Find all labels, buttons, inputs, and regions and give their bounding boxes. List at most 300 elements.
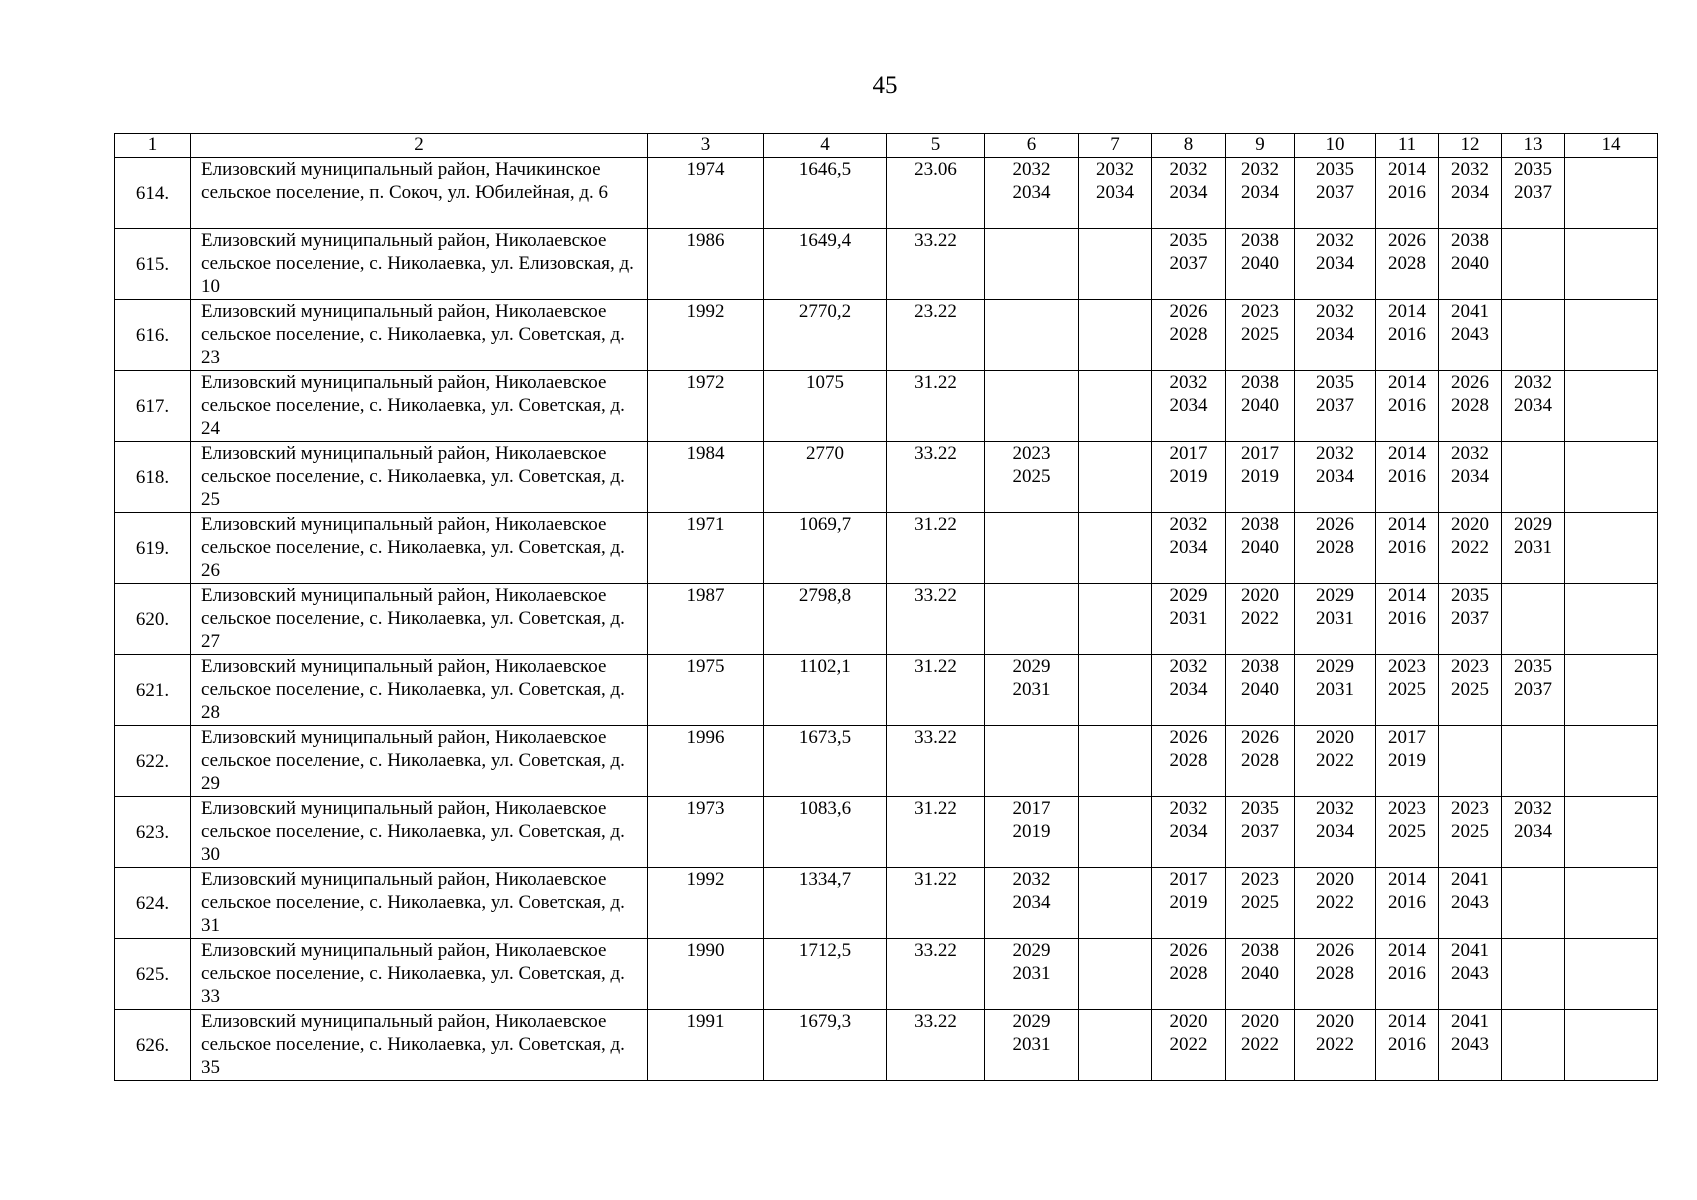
period-cell-8 <box>1152 300 1226 371</box>
period-year: 2032 <box>1012 869 1051 890</box>
code-cell: 31.22 <box>887 513 985 584</box>
period-cell-6 <box>985 371 1079 442</box>
period-year: 2032 <box>1316 798 1354 819</box>
column-header: 2 <box>191 134 648 158</box>
area-cell: 1102,1 <box>764 655 887 726</box>
period-cell-6 <box>985 442 1079 513</box>
period-year: 2037 <box>1451 608 1489 629</box>
period-year: 2026 <box>1388 230 1426 251</box>
column-header: 3 <box>648 134 764 158</box>
period-cell-9 <box>1226 158 1295 229</box>
period-year: 2019 <box>1241 466 1279 487</box>
period-cell-10 <box>1295 939 1376 1010</box>
column-header: 14 <box>1565 134 1658 158</box>
period-cell-12 <box>1439 655 1502 726</box>
period-cell-7 <box>1079 797 1152 868</box>
period-year: 2016 <box>1388 324 1426 345</box>
period-cell-11 <box>1376 300 1439 371</box>
row-number: 621. <box>115 655 191 726</box>
year-cell: 1990 <box>648 939 764 1010</box>
period-year: 2023 <box>1388 656 1426 677</box>
period-year: 2040 <box>1241 395 1279 416</box>
address-cell: Елизовский муниципальный район, Николаевское сельское поселение, с. Николаевка, ул. Советская, д. 26 <box>191 513 648 584</box>
period-year: 2026 <box>1316 514 1354 535</box>
period-cell-14 <box>1565 797 1658 868</box>
period-year: 2020 <box>1241 585 1279 606</box>
period-year: 2025 <box>1451 821 1489 842</box>
area-cell: 2770,2 <box>764 300 887 371</box>
column-header: 4 <box>764 134 887 158</box>
period-cell-9 <box>1226 371 1295 442</box>
period-cell-14 <box>1565 513 1658 584</box>
period-cell-10 <box>1295 229 1376 300</box>
period-year: 2032 <box>1012 159 1051 180</box>
period-year: 2032 <box>1316 301 1354 322</box>
period-cell-13 <box>1502 726 1565 797</box>
row-number: 620. <box>115 584 191 655</box>
period-cell-9 <box>1226 442 1295 513</box>
period-year: 2034 <box>1451 466 1489 487</box>
period-year: 2019 <box>1169 466 1208 487</box>
period-year: 2034 <box>1316 821 1354 842</box>
period-year: 2034 <box>1169 182 1208 203</box>
period-year: 2023 <box>1451 798 1489 819</box>
address-cell: Елизовский муниципальный район, Николаевское сельское поселение, с. Николаевка, ул. Советская, д. 27 <box>191 584 648 655</box>
period-cell-7 <box>1079 158 1152 229</box>
period-year: 2029 <box>1012 1011 1051 1032</box>
period-year: 2016 <box>1388 892 1426 913</box>
period-cell-7 <box>1079 655 1152 726</box>
period-cell-7 <box>1079 442 1152 513</box>
period-year: 2029 <box>1316 585 1354 606</box>
period-year: 2038 <box>1451 230 1489 251</box>
period-cell-14 <box>1565 158 1658 229</box>
period-cell-10 <box>1295 584 1376 655</box>
period-year: 2026 <box>1241 727 1279 748</box>
period-cell-14 <box>1565 371 1658 442</box>
year-cell: 1971 <box>648 513 764 584</box>
address-cell: Елизовский муниципальный район, Николаевское сельское поселение, с. Николаевка, ул. Советская, д. 35 <box>191 1010 648 1081</box>
period-cell-11 <box>1376 229 1439 300</box>
period-year: 2038 <box>1241 514 1279 535</box>
period-cell-8 <box>1152 513 1226 584</box>
period-cell-12 <box>1439 229 1502 300</box>
period-year: 2028 <box>1316 963 1354 984</box>
header-row <box>115 134 1658 158</box>
period-year: 2041 <box>1451 1011 1489 1032</box>
column-header: 6 <box>985 134 1079 158</box>
period-year: 2034 <box>1316 324 1354 345</box>
period-year: 2014 <box>1388 869 1426 890</box>
period-cell-6 <box>985 726 1079 797</box>
period-cell-12 <box>1439 797 1502 868</box>
period-cell-10 <box>1295 797 1376 868</box>
area-cell: 2798,8 <box>764 584 887 655</box>
period-year: 2040 <box>1241 537 1279 558</box>
year-cell: 1986 <box>648 229 764 300</box>
period-cell-14 <box>1565 442 1658 513</box>
code-cell: 31.22 <box>887 797 985 868</box>
period-cell-8 <box>1152 158 1226 229</box>
period-year: 2022 <box>1316 1034 1354 1055</box>
period-cell-7 <box>1079 229 1152 300</box>
period-year: 2016 <box>1388 395 1426 416</box>
period-cell-8 <box>1152 655 1226 726</box>
period-year: 2032 <box>1169 656 1208 677</box>
period-year: 2037 <box>1241 821 1279 842</box>
period-cell-11 <box>1376 797 1439 868</box>
period-year: 2031 <box>1012 1034 1051 1055</box>
period-year: 2017 <box>1169 443 1208 464</box>
period-year: 2029 <box>1012 940 1051 961</box>
period-year: 2034 <box>1169 537 1208 558</box>
period-year: 2032 <box>1169 159 1208 180</box>
period-cell-9 <box>1226 513 1295 584</box>
table-row <box>115 797 1658 868</box>
period-year: 2034 <box>1241 182 1279 203</box>
period-cell-12 <box>1439 939 1502 1010</box>
table-body <box>115 158 1658 1081</box>
building-register-table <box>114 133 1658 1081</box>
period-cell-13 <box>1502 868 1565 939</box>
code-cell: 23.06 <box>887 158 985 229</box>
period-year: 2023 <box>1241 301 1279 322</box>
table-row <box>115 513 1658 584</box>
period-year: 2023 <box>1241 869 1279 890</box>
period-cell-10 <box>1295 868 1376 939</box>
period-year: 2028 <box>1316 537 1354 558</box>
period-year: 2041 <box>1451 301 1489 322</box>
period-cell-6 <box>985 158 1079 229</box>
row-number: 616. <box>115 300 191 371</box>
address-cell: Елизовский муниципальный район, Николаевское сельское поселение, с. Николаевка, ул. Советская, д. 33 <box>191 939 648 1010</box>
period-year: 2034 <box>1012 892 1051 913</box>
period-year: 2032 <box>1451 443 1489 464</box>
period-cell-13 <box>1502 513 1565 584</box>
code-cell: 33.22 <box>887 939 985 1010</box>
period-year: 2014 <box>1388 1011 1426 1032</box>
period-year: 2040 <box>1241 253 1279 274</box>
row-number: 619. <box>115 513 191 584</box>
table-row <box>115 229 1658 300</box>
row-number: 624. <box>115 868 191 939</box>
period-year: 2035 <box>1316 159 1354 180</box>
period-cell-8 <box>1152 229 1226 300</box>
column-header: 8 <box>1152 134 1226 158</box>
period-cell-14 <box>1565 229 1658 300</box>
address-cell: Елизовский муниципальный район, Николаевское сельское поселение, с. Николаевка, ул. Елизовская, д. 10 <box>191 229 648 300</box>
period-cell-13 <box>1502 442 1565 513</box>
period-cell-14 <box>1565 300 1658 371</box>
period-cell-12 <box>1439 300 1502 371</box>
year-cell: 1996 <box>648 726 764 797</box>
period-cell-10 <box>1295 371 1376 442</box>
period-year: 2028 <box>1169 750 1208 771</box>
period-year: 2035 <box>1241 798 1279 819</box>
code-cell: 31.22 <box>887 371 985 442</box>
period-year: 2026 <box>1169 940 1208 961</box>
period-year: 2014 <box>1388 940 1426 961</box>
period-cell-10 <box>1295 655 1376 726</box>
period-cell-7 <box>1079 584 1152 655</box>
period-cell-6 <box>985 229 1079 300</box>
period-cell-7 <box>1079 300 1152 371</box>
period-year: 2034 <box>1169 395 1208 416</box>
period-year: 2014 <box>1388 372 1426 393</box>
period-year: 2032 <box>1514 798 1552 819</box>
period-year: 2035 <box>1451 585 1489 606</box>
address-cell: Елизовский муниципальный район, Николаевское сельское поселение, с. Николаевка, ул. Советская, д. 28 <box>191 655 648 726</box>
period-year: 2040 <box>1451 253 1489 274</box>
period-cell-11 <box>1376 371 1439 442</box>
row-number: 625. <box>115 939 191 1010</box>
address-cell: Елизовский муниципальный район, Николаевское сельское поселение, с. Николаевка, ул. Советская, д. 31 <box>191 868 648 939</box>
period-year: 2023 <box>1012 443 1051 464</box>
period-cell-8 <box>1152 1010 1226 1081</box>
period-cell-9 <box>1226 584 1295 655</box>
table-row <box>115 726 1658 797</box>
period-cell-13 <box>1502 584 1565 655</box>
period-year: 2029 <box>1169 585 1208 606</box>
row-number: 615. <box>115 229 191 300</box>
row-number: 622. <box>115 726 191 797</box>
column-header: 11 <box>1376 134 1439 158</box>
area-cell: 1649,4 <box>764 229 887 300</box>
period-cell-13 <box>1502 158 1565 229</box>
table-row <box>115 655 1658 726</box>
table-row <box>115 158 1658 229</box>
period-year: 2034 <box>1012 182 1051 203</box>
period-year: 2032 <box>1169 798 1208 819</box>
period-cell-13 <box>1502 371 1565 442</box>
period-cell-6 <box>985 868 1079 939</box>
period-year: 2026 <box>1316 940 1354 961</box>
column-header: 5 <box>887 134 985 158</box>
period-cell-14 <box>1565 726 1658 797</box>
address-cell: Елизовский муниципальный район, Начикинское сельское поселение, п. Сокоч, ул. Юбилейная, д. 6 <box>191 158 648 229</box>
period-year: 2031 <box>1169 608 1208 629</box>
column-header: 12 <box>1439 134 1502 158</box>
period-year: 2014 <box>1388 514 1426 535</box>
period-year: 2014 <box>1388 301 1426 322</box>
period-cell-8 <box>1152 939 1226 1010</box>
period-year: 2028 <box>1451 395 1489 416</box>
period-year: 2026 <box>1451 372 1489 393</box>
code-cell: 33.22 <box>887 442 985 513</box>
period-year: 2038 <box>1241 656 1279 677</box>
period-cell-11 <box>1376 513 1439 584</box>
row-number: 617. <box>115 371 191 442</box>
table-row <box>115 939 1658 1010</box>
period-year: 2038 <box>1241 230 1279 251</box>
period-cell-13 <box>1502 939 1565 1010</box>
period-cell-6 <box>985 1010 1079 1081</box>
period-year: 2016 <box>1388 466 1426 487</box>
period-cell-7 <box>1079 726 1152 797</box>
period-year: 2037 <box>1316 182 1354 203</box>
period-year: 2031 <box>1514 537 1552 558</box>
year-cell: 1974 <box>648 158 764 229</box>
period-year: 2025 <box>1012 466 1051 487</box>
period-year: 2028 <box>1169 963 1208 984</box>
period-year: 2031 <box>1316 679 1354 700</box>
period-year: 2014 <box>1388 585 1426 606</box>
column-header: 7 <box>1079 134 1152 158</box>
period-year: 2020 <box>1316 1011 1354 1032</box>
period-year: 2035 <box>1169 230 1208 251</box>
period-year: 2034 <box>1316 253 1354 274</box>
column-header: 13 <box>1502 134 1565 158</box>
period-year: 2016 <box>1388 537 1426 558</box>
period-year: 2022 <box>1451 537 1489 558</box>
period-year: 2038 <box>1241 940 1279 961</box>
period-year: 2034 <box>1451 182 1489 203</box>
period-cell-8 <box>1152 442 1226 513</box>
table-row <box>115 371 1658 442</box>
period-cell-8 <box>1152 797 1226 868</box>
period-cell-13 <box>1502 1010 1565 1081</box>
period-year: 2034 <box>1169 821 1208 842</box>
period-year: 2017 <box>1241 443 1279 464</box>
code-cell: 33.22 <box>887 229 985 300</box>
period-cell-10 <box>1295 726 1376 797</box>
period-cell-9 <box>1226 797 1295 868</box>
period-cell-13 <box>1502 300 1565 371</box>
period-year: 2037 <box>1514 182 1552 203</box>
period-cell-11 <box>1376 584 1439 655</box>
period-cell-10 <box>1295 513 1376 584</box>
period-cell-11 <box>1376 655 1439 726</box>
period-cell-9 <box>1226 726 1295 797</box>
period-cell-11 <box>1376 442 1439 513</box>
period-year: 2017 <box>1169 869 1208 890</box>
period-year: 2020 <box>1451 514 1489 535</box>
year-cell: 1973 <box>648 797 764 868</box>
code-cell: 33.22 <box>887 1010 985 1081</box>
period-cell-7 <box>1079 1010 1152 1081</box>
year-cell: 1987 <box>648 584 764 655</box>
period-cell-9 <box>1226 868 1295 939</box>
period-year: 2019 <box>1012 821 1051 842</box>
period-year: 2025 <box>1388 679 1426 700</box>
period-year: 2014 <box>1388 443 1426 464</box>
period-year: 2014 <box>1388 159 1426 180</box>
period-year: 2028 <box>1388 253 1426 274</box>
area-cell: 1069,7 <box>764 513 887 584</box>
period-cell-11 <box>1376 1010 1439 1081</box>
period-cell-12 <box>1439 584 1502 655</box>
period-year: 2032 <box>1514 372 1552 393</box>
table-row <box>115 584 1658 655</box>
period-year: 2016 <box>1388 182 1426 203</box>
period-cell-6 <box>985 797 1079 868</box>
period-year: 2032 <box>1169 372 1208 393</box>
row-number: 618. <box>115 442 191 513</box>
period-cell-9 <box>1226 939 1295 1010</box>
period-year: 2022 <box>1316 750 1354 771</box>
period-cell-8 <box>1152 868 1226 939</box>
table-row <box>115 442 1658 513</box>
period-cell-12 <box>1439 158 1502 229</box>
period-year: 2037 <box>1316 395 1354 416</box>
period-cell-6 <box>985 300 1079 371</box>
period-year: 2028 <box>1241 750 1279 771</box>
page-number: 45 <box>872 72 898 99</box>
period-year: 2023 <box>1388 798 1426 819</box>
period-year: 2043 <box>1451 892 1489 913</box>
period-cell-7 <box>1079 513 1152 584</box>
period-year: 2032 <box>1451 159 1489 180</box>
column-header: 10 <box>1295 134 1376 158</box>
area-cell: 1083,6 <box>764 797 887 868</box>
period-year: 2025 <box>1388 821 1426 842</box>
period-cell-9 <box>1226 1010 1295 1081</box>
period-year: 2022 <box>1241 608 1279 629</box>
period-year: 2032 <box>1096 159 1134 180</box>
period-cell-7 <box>1079 371 1152 442</box>
period-cell-12 <box>1439 1010 1502 1081</box>
period-cell-13 <box>1502 655 1565 726</box>
period-year: 2026 <box>1169 727 1208 748</box>
period-year: 2022 <box>1316 892 1354 913</box>
period-year: 2025 <box>1451 679 1489 700</box>
period-year: 2034 <box>1096 182 1134 203</box>
period-year: 2022 <box>1169 1034 1208 1055</box>
period-year: 2037 <box>1514 679 1552 700</box>
code-cell: 31.22 <box>887 868 985 939</box>
period-cell-10 <box>1295 158 1376 229</box>
period-cell-10 <box>1295 300 1376 371</box>
year-cell: 1992 <box>648 300 764 371</box>
row-number: 626. <box>115 1010 191 1081</box>
period-year: 2031 <box>1012 963 1051 984</box>
period-cell-10 <box>1295 442 1376 513</box>
period-year: 2041 <box>1451 940 1489 961</box>
period-year: 2031 <box>1012 679 1051 700</box>
period-cell-11 <box>1376 726 1439 797</box>
period-cell-14 <box>1565 584 1658 655</box>
period-year: 2020 <box>1316 869 1354 890</box>
period-year: 2031 <box>1316 608 1354 629</box>
period-year: 2034 <box>1169 679 1208 700</box>
period-year: 2029 <box>1012 656 1051 677</box>
period-cell-6 <box>985 939 1079 1010</box>
period-year: 2016 <box>1388 1034 1426 1055</box>
period-cell-14 <box>1565 939 1658 1010</box>
period-year: 2043 <box>1451 1034 1489 1055</box>
area-cell: 1673,5 <box>764 726 887 797</box>
period-cell-9 <box>1226 655 1295 726</box>
period-cell-7 <box>1079 868 1152 939</box>
period-cell-8 <box>1152 371 1226 442</box>
period-cell-11 <box>1376 939 1439 1010</box>
period-year: 2025 <box>1241 324 1279 345</box>
area-cell: 1334,7 <box>764 868 887 939</box>
period-year: 2026 <box>1169 301 1208 322</box>
period-cell-6 <box>985 655 1079 726</box>
address-cell: Елизовский муниципальный район, Николаевское сельское поселение, с. Николаевка, ул. Советская, д. 30 <box>191 797 648 868</box>
area-cell: 1646,5 <box>764 158 887 229</box>
table-row <box>115 1010 1658 1081</box>
period-cell-12 <box>1439 726 1502 797</box>
period-cell-9 <box>1226 229 1295 300</box>
period-cell-14 <box>1565 655 1658 726</box>
period-year: 2043 <box>1451 963 1489 984</box>
period-year: 2041 <box>1451 869 1489 890</box>
period-year: 2037 <box>1169 253 1208 274</box>
period-year: 2017 <box>1012 798 1051 819</box>
year-cell: 1975 <box>648 655 764 726</box>
